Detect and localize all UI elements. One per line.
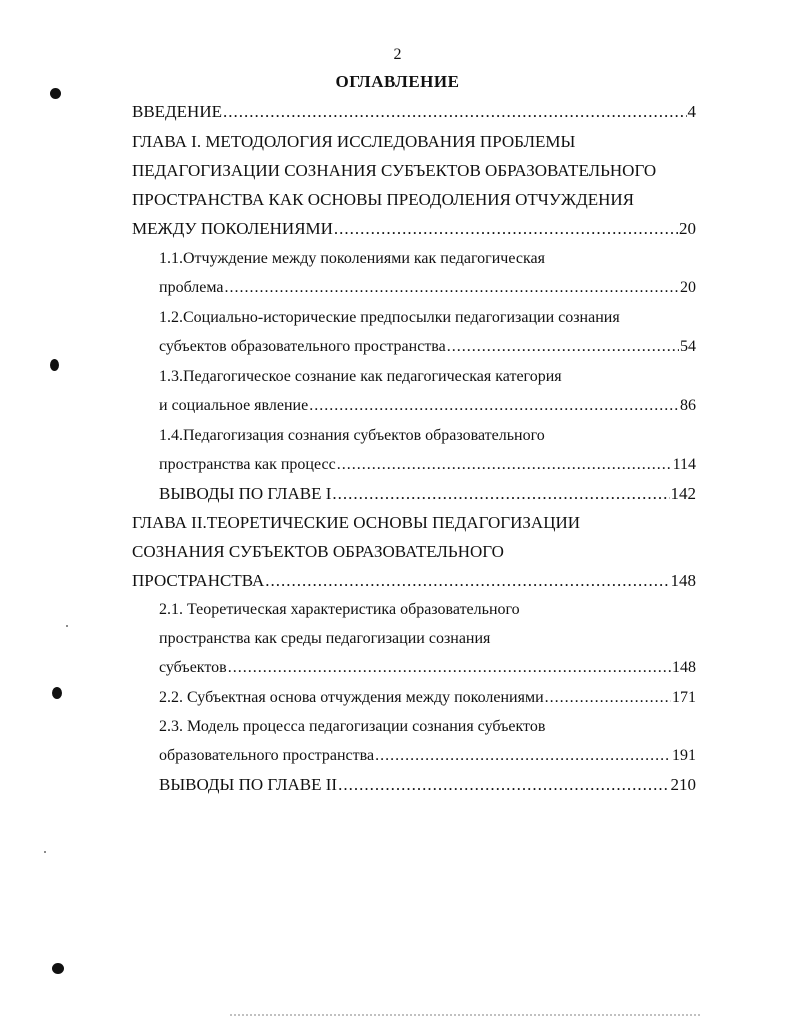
toc-entry-page: 148 [670, 571, 696, 590]
toc-section-1-2-last-line [159, 337, 696, 357]
toc-entry-page: 114 [672, 456, 696, 473]
toc-entry-page: 4 [687, 102, 696, 121]
toc-section-2-1-line: пространства как среды педагогизации сознания [159, 630, 491, 647]
toc-entry-label: пространства как процесс [159, 456, 336, 473]
toc-entry-label: субъектов [159, 659, 227, 676]
leader-dots [375, 746, 671, 766]
toc-entry-page: 210 [670, 775, 696, 794]
toc-chapter2-line: СОЗНАНИЯ СУБЪЕКТОВ ОБРАЗОВАТЕЛЬНОГО [132, 542, 504, 561]
toc-chapter2-line: ГЛАВА II.ТЕОРЕТИЧЕСКИЕ ОСНОВЫ ПЕДАГОГИЗАЦИИ [132, 513, 581, 532]
toc-entry-label: МЕЖДУ ПОКОЛЕНИЯМИ [132, 219, 333, 238]
page-number: 2 [393, 46, 402, 63]
toc-entry-page: 20 [680, 279, 696, 296]
toc-entry-label: субъектов образовательного пространства [159, 338, 446, 355]
toc-entry-label: ВЫВОДЫ ПО ГЛАВЕ II [159, 775, 338, 794]
toc-entry-intro [132, 102, 696, 122]
toc-section-1-3-line: 1.3.Педагогическое сознание как педагогическая категория [159, 368, 562, 385]
toc-entry-label: 2.2. Субъектная основа отчуждения между поколениями [159, 689, 544, 706]
toc-entry-label: и социальное явление [159, 397, 309, 414]
leader-dots [225, 278, 679, 298]
toc-chapter1-line: ПРОСТРАНСТВА КАК ОСНОВЫ ПРЕОДОЛЕНИЯ ОТЧУЖДЕНИЯ [132, 190, 634, 209]
toc-chapter1-line: ГЛАВА I. МЕТОДОЛОГИЯ ИССЛЕДОВАНИЯ ПРОБЛЕМЫ [132, 132, 576, 151]
toc-entry-page: 54 [680, 338, 696, 355]
toc-entry-page: 142 [670, 484, 696, 503]
toc-section-2-1-line: 2.1. Теоретическая характеристика образовательного [159, 601, 520, 618]
toc-section-2-2 [159, 688, 696, 708]
toc-section-2-1-last-line [159, 658, 696, 678]
toc-conclusion-1 [159, 484, 696, 504]
toc-entry-page: 20 [679, 219, 696, 238]
toc-entry-page: 191 [672, 747, 696, 764]
scan-speck [66, 625, 68, 627]
leader-dots [223, 102, 687, 122]
toc-entry-label: ПРОСТРАНСТВА [132, 571, 265, 590]
leader-dots [545, 688, 671, 708]
toc-entry-page: 148 [672, 659, 696, 676]
leader-dots [337, 455, 672, 475]
toc-section-2-3-line: 2.3. Модель процесса педагогизации сознания субъектов [159, 718, 546, 735]
leader-dots [332, 484, 669, 504]
toc-chapter1-line: ПЕДАГОГИЗАЦИИ СОЗНАНИЯ СУБЪЕКТОВ ОБРАЗОВАТЕЛЬНОГО [132, 161, 657, 180]
toc-section-2-3-last-line [159, 746, 696, 766]
toc-entry-page: 86 [680, 397, 696, 414]
leader-dots [447, 337, 679, 357]
punch-hole-mark [52, 963, 64, 974]
scan-bottom-noise [230, 1014, 700, 1019]
toc-entry-page: 171 [672, 689, 696, 706]
leader-dots [338, 775, 669, 795]
toc-title: ОГЛАВЛЕНИЕ [335, 72, 460, 91]
scan-speck [44, 851, 46, 853]
toc-section-1-4-last-line [159, 455, 696, 475]
leader-dots [334, 219, 678, 239]
toc-section-1-3-last-line [159, 396, 696, 416]
punch-hole-mark [52, 687, 62, 699]
punch-hole-mark [50, 359, 59, 371]
punch-hole-mark [50, 88, 61, 99]
toc-chapter1-last-line [132, 219, 696, 239]
toc-section-1-1-last-line [159, 278, 696, 298]
toc-section-1-4-line: 1.4.Педагогизация сознания субъектов образовательного [159, 427, 545, 444]
toc-conclusion-2 [159, 775, 696, 795]
toc-chapter2-last-line [132, 571, 696, 591]
toc-section-1-2-line: 1.2.Социально-исторические предпосылки педагогизации сознания [159, 309, 620, 326]
leader-dots [265, 571, 669, 591]
leader-dots [309, 396, 679, 416]
toc-entry-label: образовательного пространства [159, 747, 375, 764]
toc-section-1-1-line: 1.1.Отчуждение между поколениями как педагогическая [159, 250, 545, 267]
toc-entry-label: ВЫВОДЫ ПО ГЛАВЕ I [159, 484, 332, 503]
toc-entry-label: проблема [159, 279, 224, 296]
leader-dots [228, 658, 671, 678]
toc-entry-label: ВВЕДЕНИЕ [132, 102, 222, 121]
